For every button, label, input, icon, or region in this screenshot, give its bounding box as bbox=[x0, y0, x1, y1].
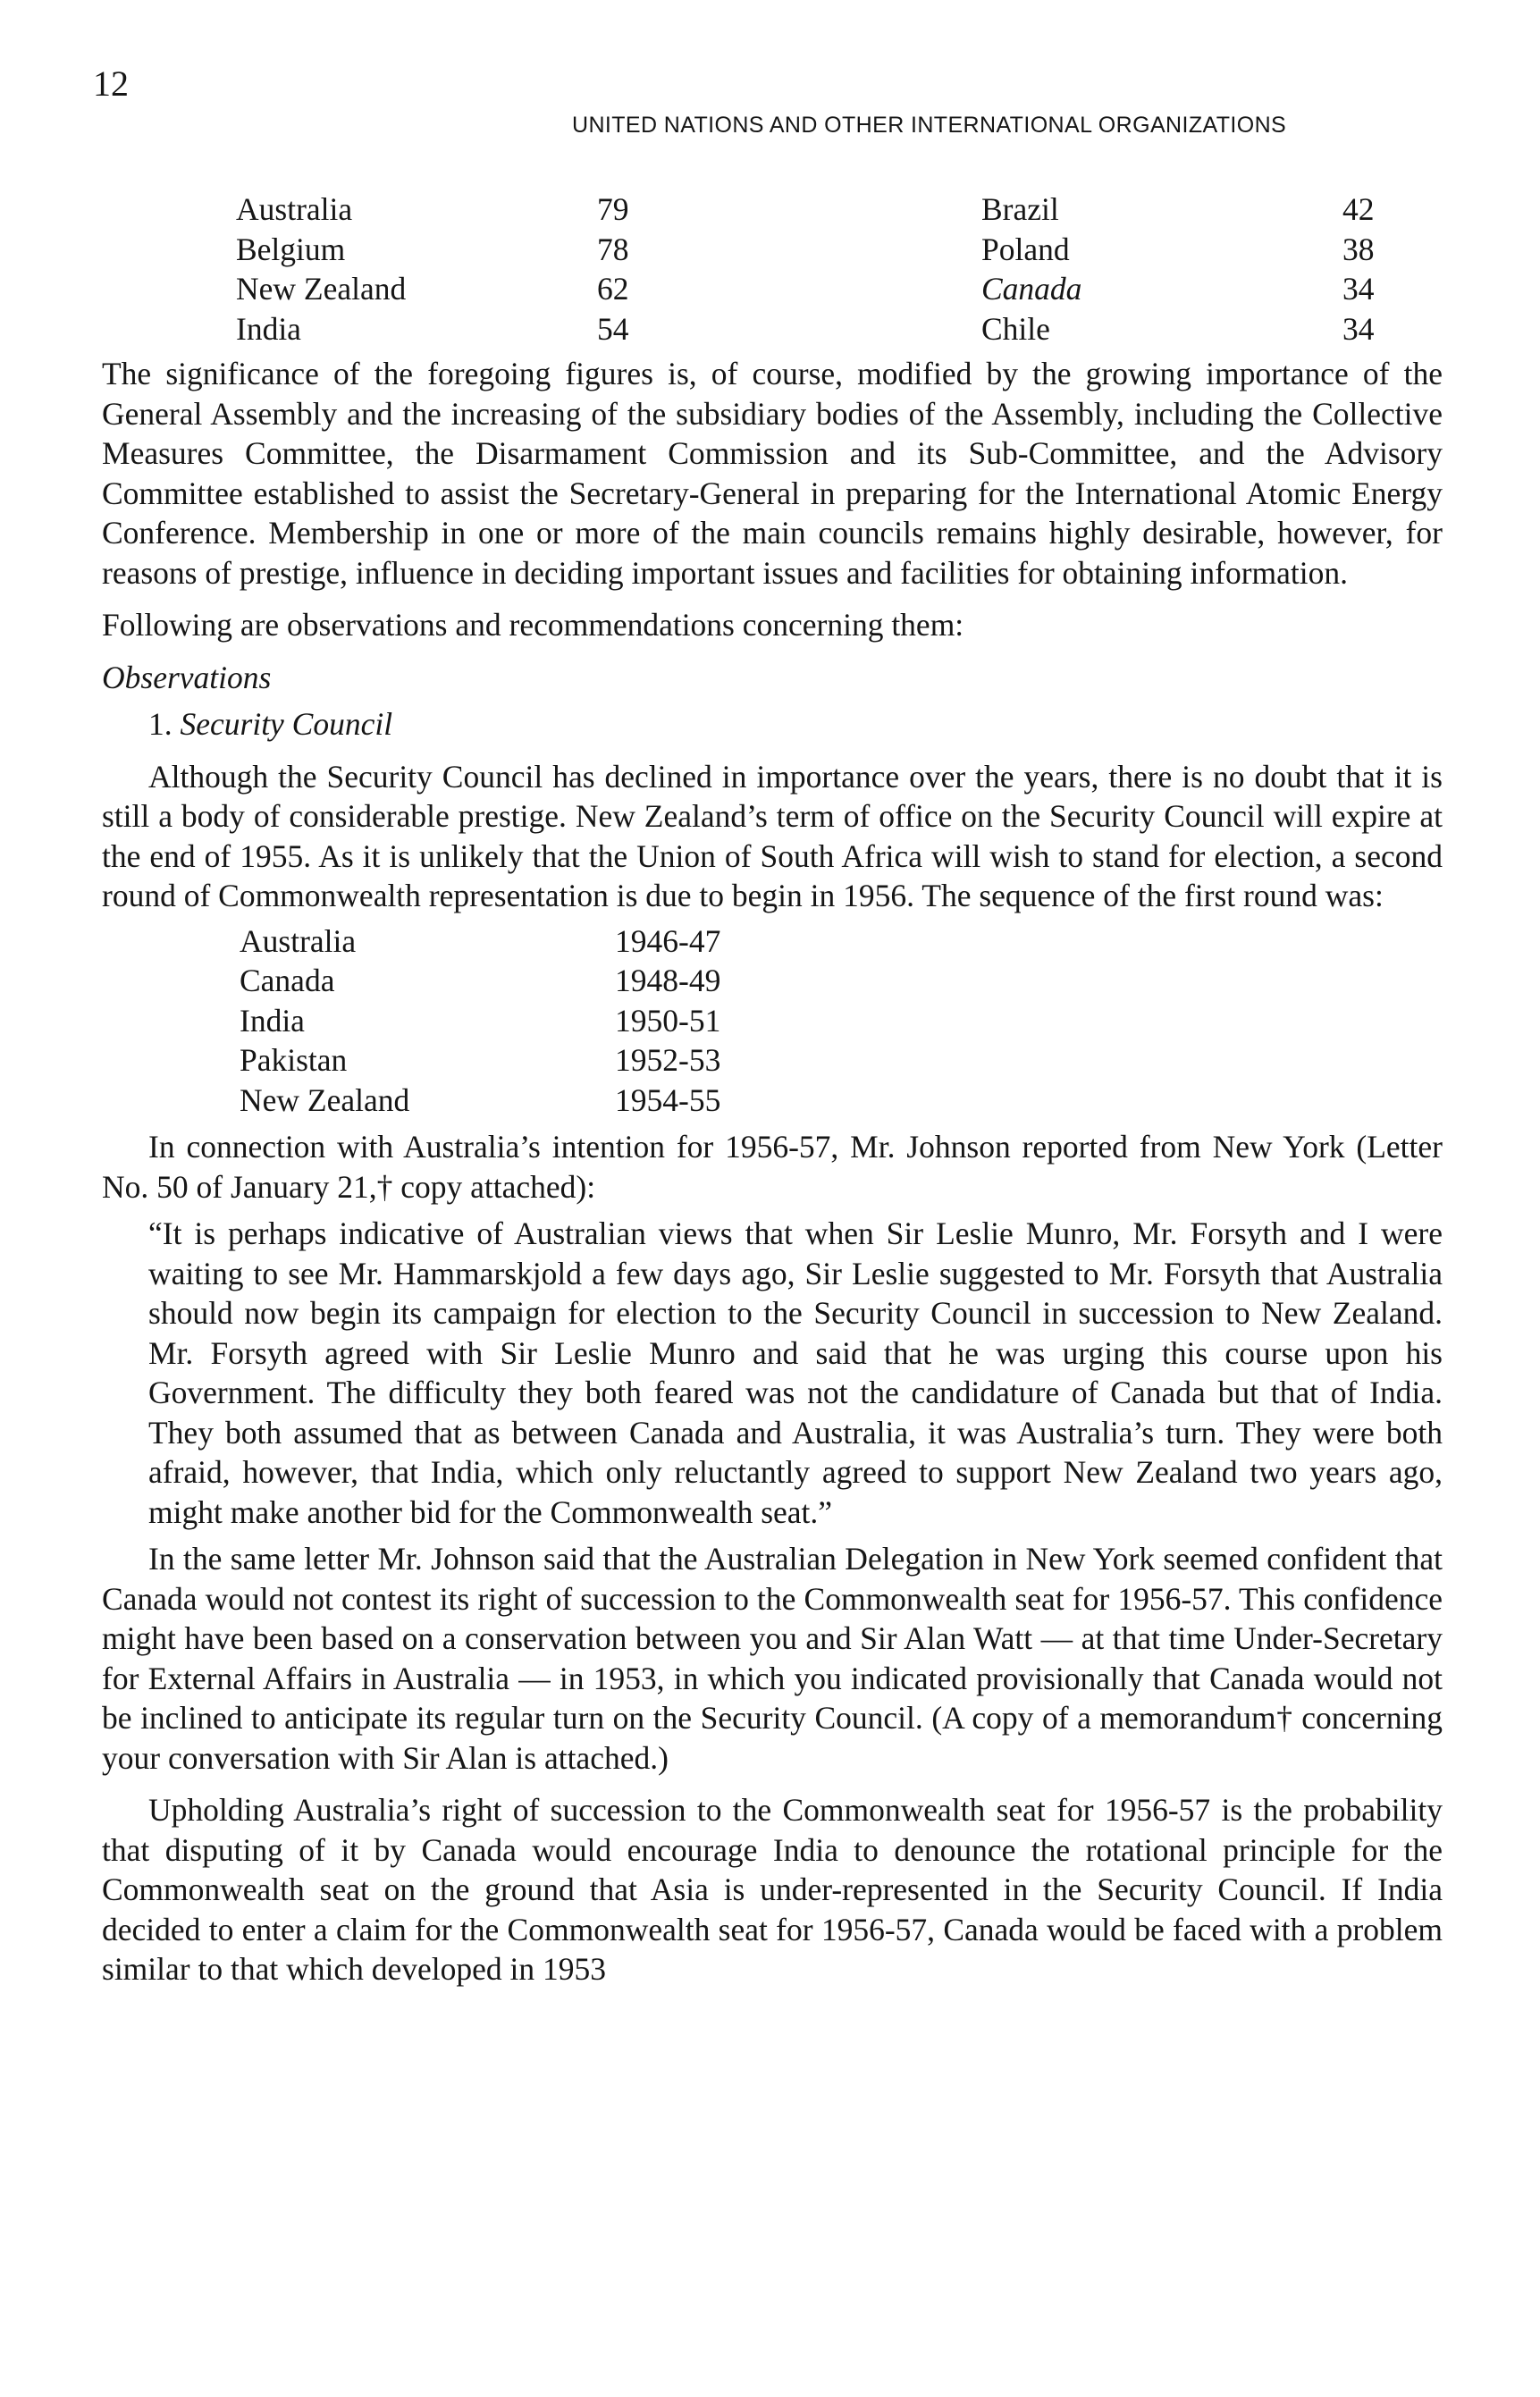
table-row bbox=[236, 269, 1396, 309]
table-cell-years: 1954-55 bbox=[615, 1081, 721, 1118]
table-cell-years: 1952-53 bbox=[615, 1042, 721, 1078]
page-number: 12 bbox=[93, 63, 129, 104]
table-row bbox=[240, 1001, 720, 1041]
table-cell-value: 42 bbox=[1342, 191, 1375, 227]
table-cell-country: New Zealand bbox=[236, 271, 407, 307]
paragraph-significance: The significance of the foregoing figures is, of course, modified by the growing importance of the General Assembly and the increasing of the subsidiary bodies of the Assembly, including the Collective Measures Committee, the Disarmament Commission and its Sub-Committee, and the Advisory Committee established to assist the Secretary-General in preparing for the International Atomic Energy Conference. Membership in one or more of the main councils remains highly desirable, however, for reasons of prestige, influence in deciding important issues and facilities for obtaining information. bbox=[102, 356, 1443, 591]
table-cell-country: Chile bbox=[981, 310, 1050, 347]
table-row bbox=[240, 1081, 720, 1121]
table-cell-country: Belgium bbox=[236, 231, 346, 267]
table-cell-country: India bbox=[236, 310, 301, 347]
table-cell-years: 1946-47 bbox=[615, 922, 721, 959]
quote-text: “It is perhaps indicative of Australian views that when Sir Leslie Munro, Mr. Forsyth and I were waiting to see Mr. Hammarskjold a few days ago, Sir Leslie suggested to Mr. Forsyth that Australia should now begin its campaign for election to the Security Council in succession to New Zealand. Mr. Forsyth agreed with Sir Leslie Munro and said that he was urging this course upon his Government. The difficulty they both feared was not the candidature of Canada but that of India. They both assumed that as between Canada and Australia, it was Australia’s turn. They were both afraid, however, that India, which only reluctantly agreed to support New Zealand two years ago, might make another bid for the Commonwealth seat.” bbox=[148, 1215, 1443, 1530]
table-cell-country: Canada bbox=[981, 271, 1082, 307]
table-cell-value: 54 bbox=[597, 310, 629, 347]
paragraph-upholding: Upholding Australia’s right of succession to the Commonwealth seat for 1956-57 is the probability that disputing of it by Canada would encourage India to denounce the rotational principle for the Commonwealth seat on the ground that Asia is under-represented in the Security Council. If India decided to enter a claim for the Commonwealth seat for 1956-57, Canada would be faced with a problem similar to that which developed in 1953 bbox=[102, 1792, 1443, 1987]
table-cell-years: 1950-51 bbox=[615, 1002, 721, 1039]
table-row bbox=[236, 189, 1396, 230]
table-cell-value: 34 bbox=[1342, 310, 1375, 347]
table-cell-value: 62 bbox=[597, 271, 629, 307]
table-cell-value: 78 bbox=[597, 231, 629, 267]
table-cell-country: Brazil bbox=[981, 191, 1059, 227]
sequence-table bbox=[240, 921, 720, 1121]
table-cell-value: 79 bbox=[597, 191, 629, 227]
section-heading-observations: Observations bbox=[102, 659, 272, 695]
paragraph-security-council: Although the Security Council has declined in importance over the years, there is no doubt that it is still a body of considerable prestige. New Zealand’s term of office on the Security Council will expire at the end of 1955. As it is unlikely that the Union of South Africa will wish to stand for election, a second round of Commonwealth representation is due to begin in 1956. The sequence of the first round was: bbox=[102, 758, 1443, 913]
subsection-heading-security-council bbox=[148, 704, 1443, 744]
table-cell-value: 34 bbox=[1342, 271, 1375, 307]
table-row bbox=[240, 961, 720, 1001]
paragraph-same-letter: In the same letter Mr. Johnson said that the Australian Delegation in New York seemed confident that Canada would not contest its right of succession to the Commonwealth seat for 1956-57. This confidence might have been based on a conservation between you and Sir Alan Watt — at that time Under-Secretary for External Affairs in Australia — in 1953, in which you indicated provisionally that Canada would not be inclined to anticipate its regular turn on the Security Council. (A copy of a memorandum† concerning your conversation with Sir Alan is attached.) bbox=[102, 1541, 1443, 1776]
paragraph-johnson-letter: In connection with Australia’s intention for 1956-57, Mr. Johnson reported from New York (Letter No. 50 of January 21,† copy attached): bbox=[102, 1129, 1443, 1205]
table-cell-country: Australia bbox=[236, 191, 353, 227]
table-cell-years: 1948-49 bbox=[615, 963, 721, 998]
table-row bbox=[240, 1040, 720, 1081]
table-row bbox=[236, 309, 1396, 349]
table-cell-country: Poland bbox=[981, 231, 1070, 267]
table-cell-country: Pakistan bbox=[240, 1042, 348, 1078]
paragraph-following: Following are observations and recommendations concerning them: bbox=[102, 607, 964, 643]
statistics-table bbox=[236, 189, 1396, 349]
running-header: UNITED NATIONS AND OTHER INTERNATIONAL ORGANIZATIONS bbox=[572, 113, 1287, 138]
subsection-number: 1. bbox=[148, 706, 173, 742]
table-cell-country: New Zealand bbox=[240, 1081, 410, 1118]
table-cell-country: India bbox=[240, 1002, 305, 1039]
table-cell-country: Australia bbox=[240, 922, 357, 959]
page-body bbox=[102, 189, 1443, 1989]
table-cell-country: Canada bbox=[240, 963, 335, 998]
block-quote bbox=[148, 1214, 1443, 1532]
subsection-title: Security Council bbox=[180, 706, 393, 742]
table-row bbox=[236, 230, 1396, 270]
table-row bbox=[240, 921, 720, 962]
table-cell-value: 38 bbox=[1342, 231, 1375, 267]
